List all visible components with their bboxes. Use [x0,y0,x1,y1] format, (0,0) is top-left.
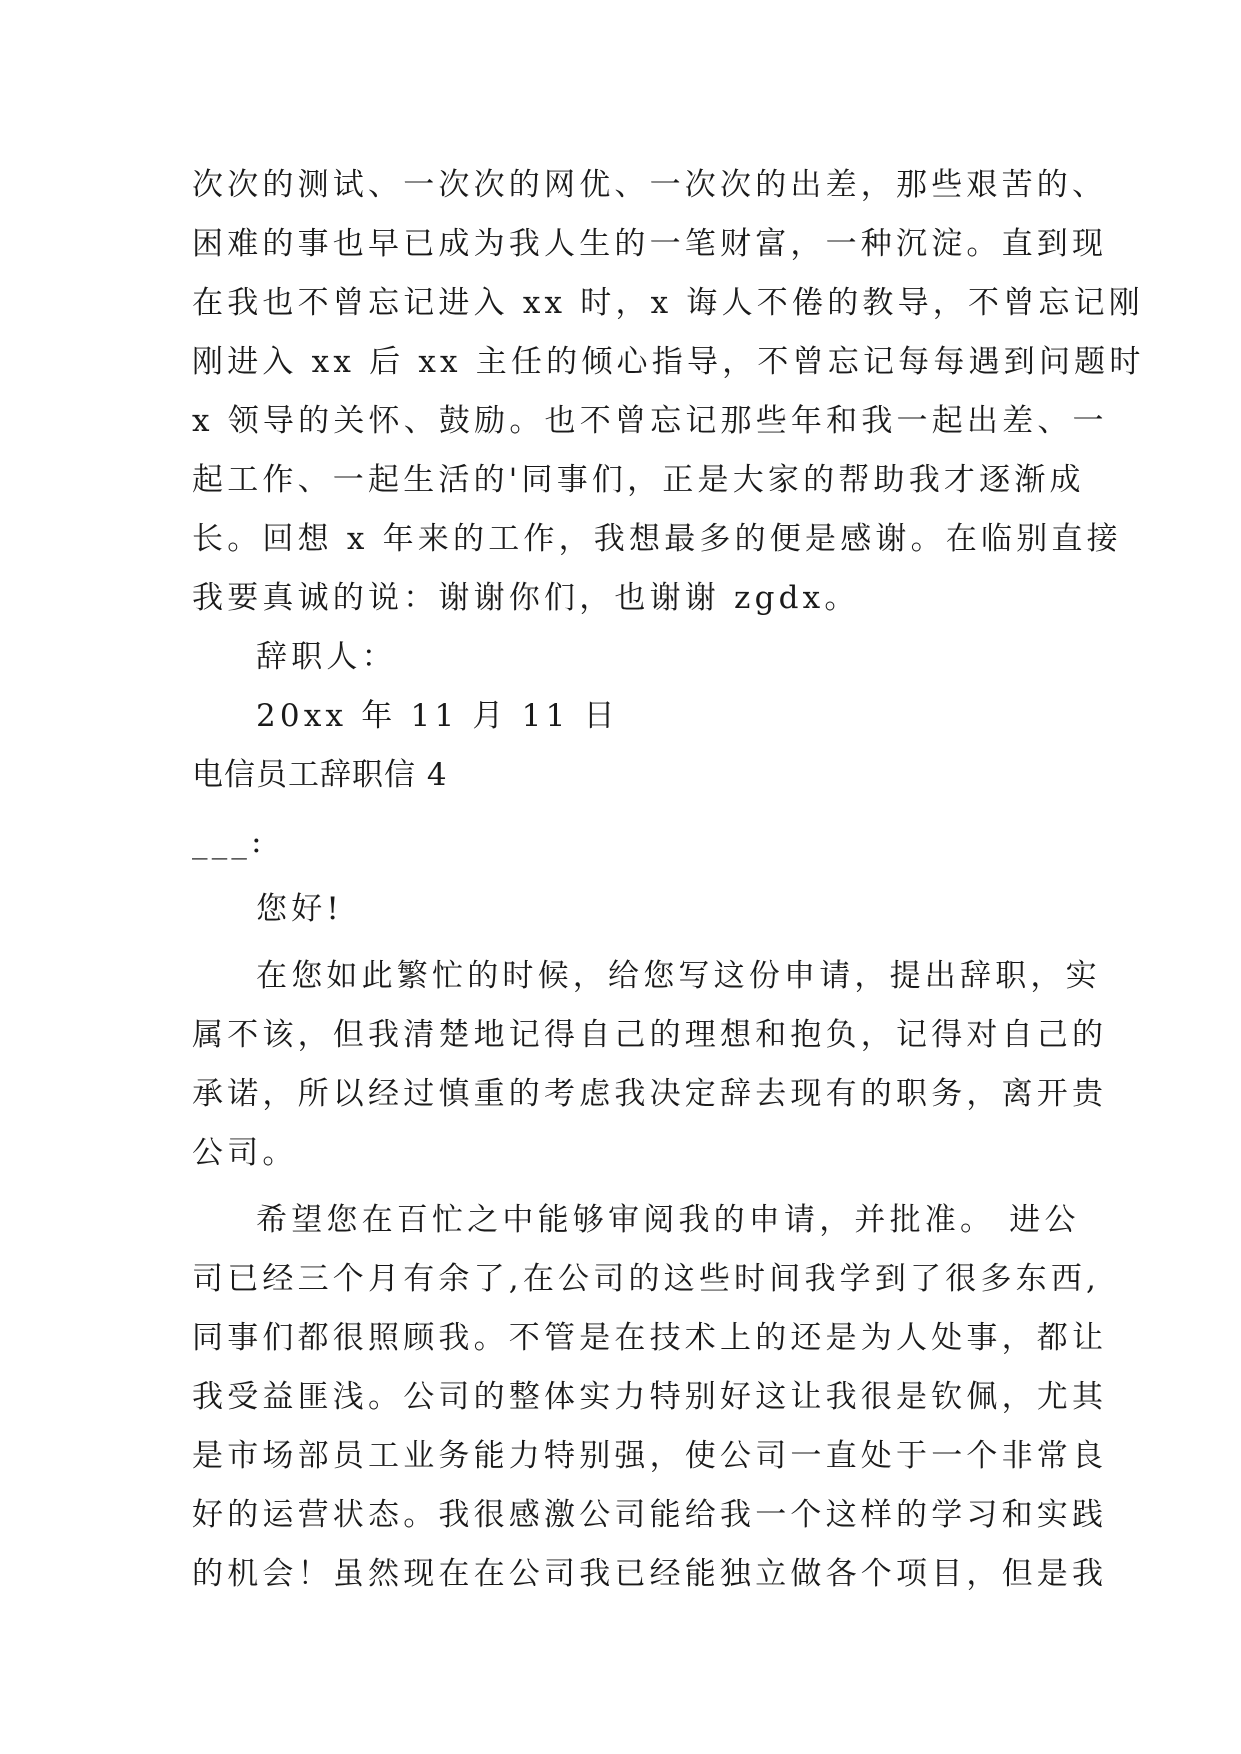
letter3-tail-paragraph [192,156,1145,628]
text-line: 承诺，所以经过慎重的考虑我决定辞去现有的职务，离开贵 [192,1076,1108,1112]
signature-label: 辞职人： [256,639,397,675]
text-line: 的机会！虽然现在在公司我已经能独立做各个项目，但是我 [192,1556,1108,1592]
text-line: 我要真诚的说：谢谢你们，也谢谢 zgdx。 [192,580,860,616]
text-line: 同事们都很照顾我。不管是在技术上的还是为人处事，都让 [192,1320,1108,1356]
greeting: 您好! [256,891,344,927]
text-line: 我受益匪浅。公司的整体实力特别好这让我很是钦佩，尤其 [192,1379,1108,1415]
text-line: 在您如此繁忙的时候，给您写这份申请，提出辞职，实 [256,958,1101,994]
text-line: 希望您在百忙之中能够审阅我的申请，并批准。 进公 [256,1202,1080,1238]
text-line: 长。回想 x 年来的工作，我想最多的便是感谢。在临别直接 [192,521,1122,557]
body-paragraph-1 [192,947,1108,1183]
text-line: 司已经三个月有余了,在公司的这些时间我学到了很多东西, [192,1261,1101,1297]
text-line: 是市场部员工业务能力特别强，使公司一直处于一个非常良 [192,1438,1108,1474]
letter-date: 20xx 年 11 月 11 日 [256,698,619,734]
body-paragraph-2 [192,1191,1108,1604]
text-line: 刚进入 xx 后 xx 主任的倾心指导，不曾忘记每每遇到问题时 [192,344,1145,380]
text-line: 起工作、一起生活的'同事们，正是大家的帮助我才逐渐成 [192,462,1085,498]
text-line: 次次的测试、一次次的网优、一次次的出差，那些艰苦的、 [192,167,1108,203]
text-line: 公司。 [192,1135,298,1171]
text-line: 好的运营状态。我很感激公司能给我一个这样的学习和实践 [192,1497,1108,1533]
addressee: ___: [192,824,266,860]
text-line: 属不该，但我清楚地记得自己的理想和抱负，记得对自己的 [192,1017,1108,1053]
text-line: 困难的事也早已成为我人生的一笔财富，一种沉淀。直到现 [192,226,1108,262]
text-line: x 领导的关怀、鼓励。也不曾忘记那些年和我一起出差、一 [192,403,1108,439]
text-line: 在我也不曾忘记进入 xx 时，x 诲人不倦的教导，不曾忘记刚 [192,285,1145,321]
letter-title: 电信员工辞职信 4 [192,757,448,793]
document-page [192,156,1145,1604]
